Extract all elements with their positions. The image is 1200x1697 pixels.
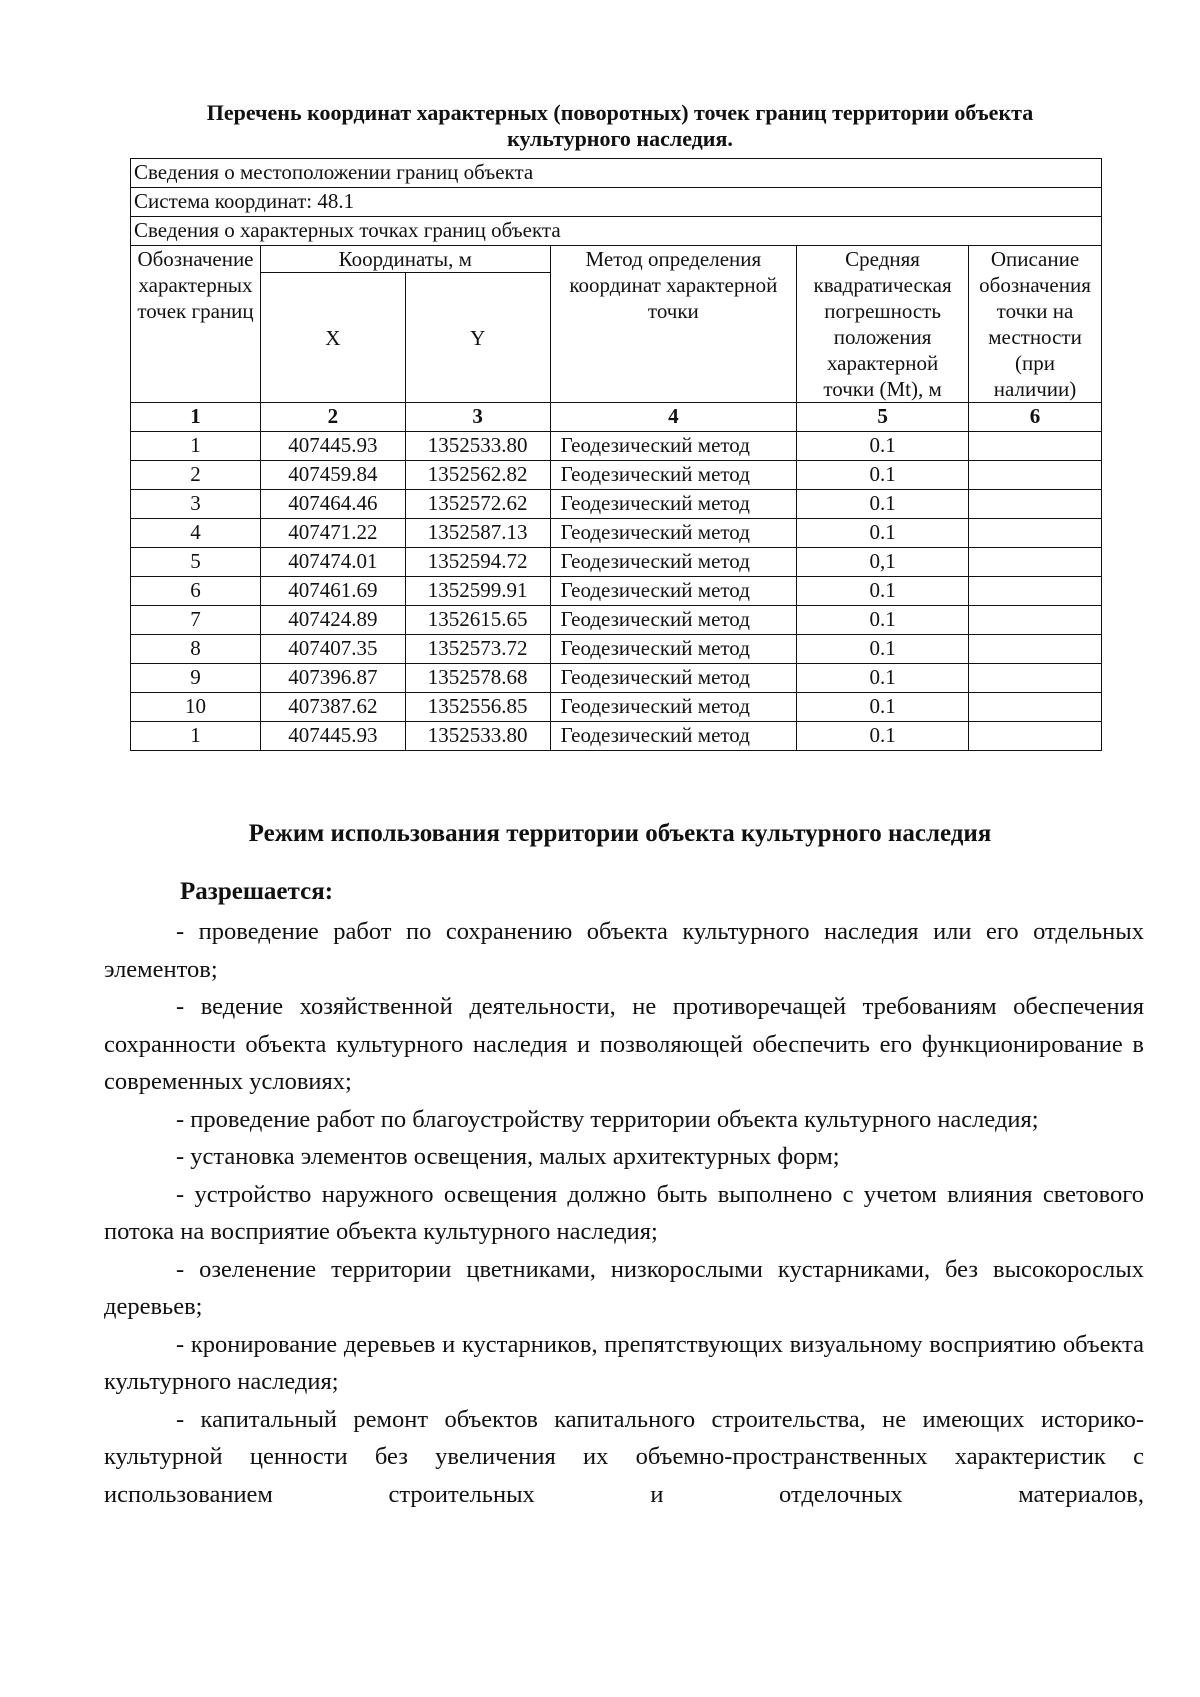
- permission-item: - проведение работ по сохранению объекта культурного наследия или его отдельных элементов;: [104, 918, 1144, 983]
- table-info-points: Сведения о характерных точках границ объекта: [131, 217, 1102, 246]
- column-number: 6: [969, 403, 1102, 432]
- description-cell: [969, 519, 1102, 548]
- x-cell: 407464.46: [260, 490, 405, 519]
- point-cell: 1: [131, 722, 261, 751]
- description-cell: [969, 577, 1102, 606]
- permission-item: - озеленение территории цветниками, низкорослыми кустарниками, без высокорослых деревьев;: [104, 1255, 1144, 1320]
- table-row: [131, 722, 1102, 751]
- description-cell: [969, 664, 1102, 693]
- table-row: [131, 519, 1102, 548]
- x-cell: 407387.62: [260, 693, 405, 722]
- table-row: [131, 432, 1102, 461]
- permissions-list: [104, 913, 1144, 1513]
- x-cell: 407396.87: [260, 664, 405, 693]
- method-cell: Геодезический метод: [550, 461, 797, 490]
- column-number: 2: [260, 403, 405, 432]
- y-cell: 1352578.68: [405, 664, 550, 693]
- y-cell: 1352587.13: [405, 519, 550, 548]
- permission-item: - капитальный ремонт объектов капитального строительства, не имеющих историко-культурной ценности без увеличения их объемно-пространственных характеристик с использованием строительных и отделочных материалов,: [104, 1405, 1144, 1508]
- description-cell: [969, 722, 1102, 751]
- point-cell: 3: [131, 490, 261, 519]
- description-cell: [969, 693, 1102, 722]
- table-row: [131, 577, 1102, 606]
- y-cell: 1352556.85: [405, 693, 550, 722]
- method-cell: Геодезический метод: [550, 635, 797, 664]
- error-cell: 0,1: [797, 548, 969, 577]
- method-cell: Геодезический метод: [550, 519, 797, 548]
- point-cell: 4: [131, 519, 261, 548]
- error-cell: 0.1: [797, 519, 969, 548]
- y-cell: 1352615.65: [405, 606, 550, 635]
- header-coordinates: Координаты, м: [260, 246, 550, 273]
- method-cell: Геодезический метод: [550, 548, 797, 577]
- table-info-coordinate-system: Система координат: 48.1: [131, 188, 1102, 217]
- y-cell: 1352594.72: [405, 548, 550, 577]
- error-cell: 0.1: [797, 577, 969, 606]
- header-method: Метод определения координат характерной точки: [550, 246, 797, 403]
- point-cell: 6: [131, 577, 261, 606]
- header-designation: Обозначение характерных точек границ: [131, 246, 261, 403]
- permission-item: - ведение хозяйственной деятельности, не противоречащей требованиям обеспечения сохранности объекта культурного наследия и позволяющей обеспечить его функционирование в современных условиях;: [104, 993, 1144, 1095]
- method-cell: Геодезический метод: [550, 490, 797, 519]
- allowed-heading: Разрешается:: [180, 878, 334, 905]
- y-cell: 1352533.80: [405, 432, 550, 461]
- method-cell: Геодезический метод: [550, 606, 797, 635]
- error-cell: 0.1: [797, 490, 969, 519]
- y-cell: 1352572.62: [405, 490, 550, 519]
- method-cell: Геодезический метод: [550, 432, 797, 461]
- table-info-location: Сведения о местоположении границ объекта: [131, 159, 1102, 188]
- coordinates-table: [130, 158, 1102, 751]
- point-cell: 9: [131, 664, 261, 693]
- error-cell: 0.1: [797, 432, 969, 461]
- point-cell: 10: [131, 693, 261, 722]
- description-cell: [969, 548, 1102, 577]
- column-number: 4: [550, 403, 797, 432]
- header-x: X: [260, 273, 405, 403]
- description-cell: [969, 606, 1102, 635]
- point-cell: 2: [131, 461, 261, 490]
- permission-item: - проведение работ по благоустройству территории объекта культурного наследия;: [176, 1105, 1039, 1133]
- section-title: Режим использования территории объекта культурного наследия: [248, 820, 992, 847]
- description-cell: [969, 635, 1102, 664]
- description-cell: [969, 432, 1102, 461]
- error-cell: 0.1: [797, 635, 969, 664]
- table-row: [131, 548, 1102, 577]
- x-cell: 407474.01: [260, 548, 405, 577]
- method-cell: Геодезический метод: [550, 722, 797, 751]
- description-cell: [969, 461, 1102, 490]
- y-cell: 1352599.91: [405, 577, 550, 606]
- x-cell: 407445.93: [260, 722, 405, 751]
- x-cell: 407459.84: [260, 461, 405, 490]
- header-error: Средняя квадратическая погрешность положения характерной точки (Mt), м: [797, 246, 969, 403]
- page-title: Перечень координат характерных (поворотных) точек границ территории объекта культурного наследия.: [206, 100, 1034, 151]
- table-row: [131, 664, 1102, 693]
- header-y: Y: [405, 273, 550, 403]
- table-row: [131, 490, 1102, 519]
- column-number: 3: [405, 403, 550, 432]
- point-cell: 5: [131, 548, 261, 577]
- x-cell: 407424.89: [260, 606, 405, 635]
- permission-item: - кронирование деревьев и кустарников, препятствующих визуальному восприятию объекта культурного наследия;: [104, 1330, 1144, 1395]
- y-cell: 1352533.80: [405, 722, 550, 751]
- description-cell: [969, 490, 1102, 519]
- point-cell: 1: [131, 432, 261, 461]
- y-cell: 1352573.72: [405, 635, 550, 664]
- x-cell: 407445.93: [260, 432, 405, 461]
- method-cell: Геодезический метод: [550, 664, 797, 693]
- x-cell: 407407.35: [260, 635, 405, 664]
- error-cell: 0.1: [797, 664, 969, 693]
- error-cell: 0.1: [797, 461, 969, 490]
- header-description: Описание обозначения точки на местности (при наличии): [969, 246, 1102, 403]
- table-row: [131, 461, 1102, 490]
- method-cell: Геодезический метод: [550, 693, 797, 722]
- table-row: [131, 693, 1102, 722]
- point-cell: 8: [131, 635, 261, 664]
- column-number: 5: [797, 403, 969, 432]
- table-row: [131, 635, 1102, 664]
- table-row: [131, 606, 1102, 635]
- x-cell: 407471.22: [260, 519, 405, 548]
- error-cell: 0.1: [797, 722, 969, 751]
- y-cell: 1352562.82: [405, 461, 550, 490]
- column-number: 1: [131, 403, 261, 432]
- x-cell: 407461.69: [260, 577, 405, 606]
- permission-item: - установка элементов освещения, малых архитектурных форм;: [176, 1143, 840, 1170]
- permission-item: - устройство наружного освещения должно быть выполнено с учетом влияния светового потока на восприятие объекта культурного наследия;: [104, 1180, 1144, 1245]
- method-cell: Геодезический метод: [550, 577, 797, 606]
- error-cell: 0.1: [797, 606, 969, 635]
- error-cell: 0.1: [797, 693, 969, 722]
- point-cell: 7: [131, 606, 261, 635]
